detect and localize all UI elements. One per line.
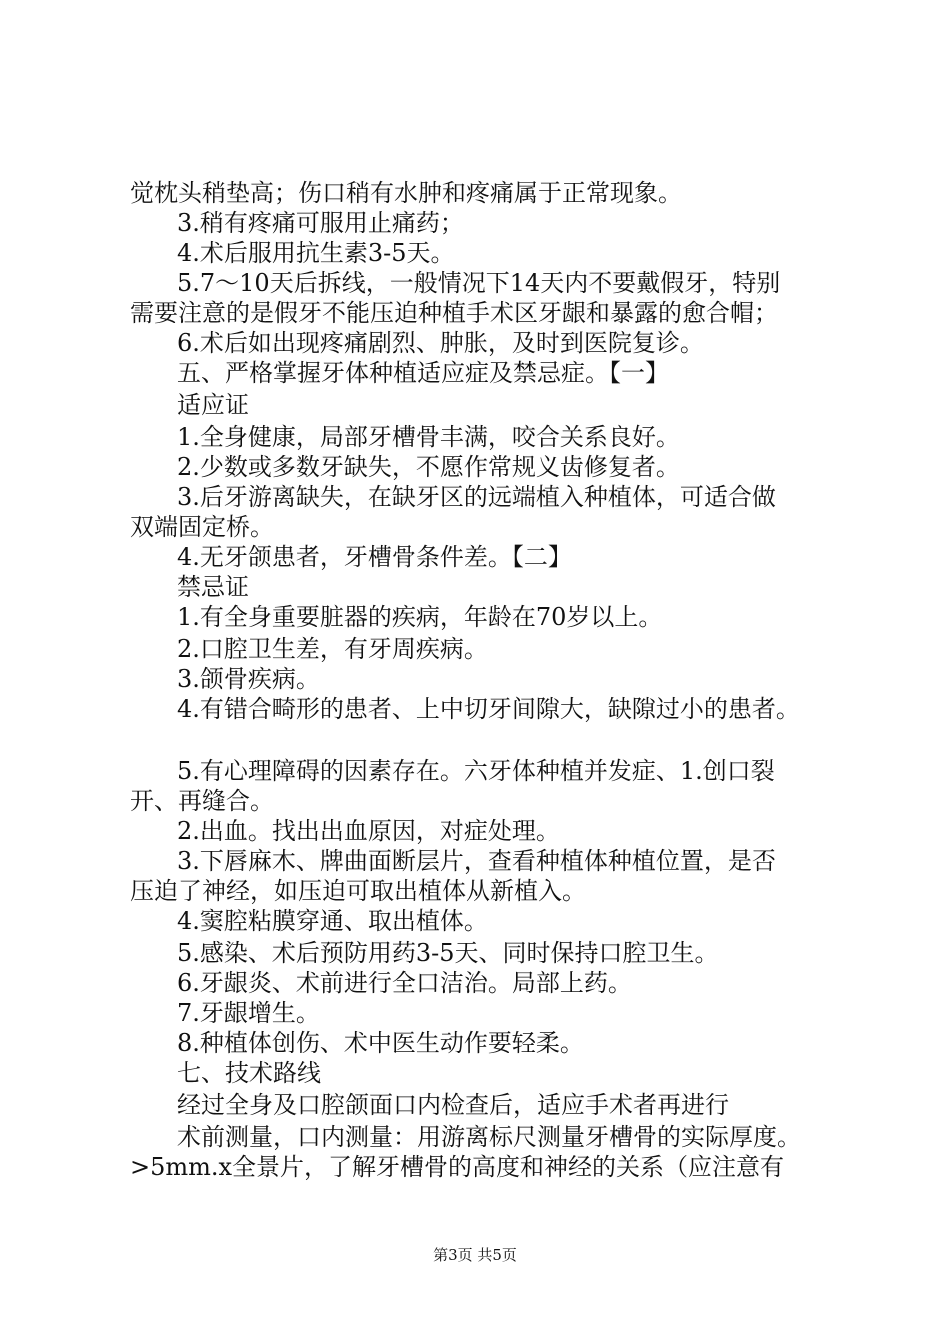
text-line: 4.窦腔粘膜穿通、取出植体。 <box>177 907 488 935</box>
text-line: 压迫了神经，如压迫可取出植体从新植入。 <box>130 877 586 905</box>
text-line: 2.少数或多数牙缺失，不愿作常规义齿修复者。 <box>177 453 680 481</box>
text-line: 3.后牙游离缺失，在缺牙区的远端植入种植体，可适合做 <box>177 483 776 511</box>
text-line: 5.7～10天后拆线，一般情况下14天内不要戴假牙，特别 <box>177 269 781 297</box>
subsection-heading: 适应证 <box>177 391 249 419</box>
text-line: 1.有全身重要脏器的疾病，年龄在70岁以上。 <box>177 603 663 631</box>
text-line: 开、再缝合。 <box>130 787 274 815</box>
text-line: 觉枕头稍垫高；伤口稍有水肿和疼痛属于正常现象。 <box>130 179 682 207</box>
text-line: 6.术后如出现疼痛剧烈、肿胀，及时到医院复诊。 <box>177 329 704 357</box>
text-line: 双端固定桥。 <box>130 513 274 541</box>
text-line: 3.颌骨疾病。 <box>177 665 320 693</box>
text-line: 2.口腔卫生差，有牙周疾病。 <box>177 635 488 663</box>
text-line: 5.感染、术后预防用药3-5天、同时保持口腔卫生。 <box>177 939 719 967</box>
text-line: >5mm.x全景片，了解牙槽骨的高度和神经的关系（应注意有 <box>130 1153 785 1181</box>
section-heading: 七、技术路线 <box>177 1059 321 1087</box>
text-line: 4.有错合畸形的患者、上中切牙间隙大，缺隙过小的患者。 <box>177 695 800 723</box>
text-line: 2.出血。找出出血原因，对症处理。 <box>177 817 560 845</box>
text-line: 7.牙龈增生。 <box>177 999 320 1027</box>
text-line: 3.下唇麻木、牌曲面断层片，查看种植体种植位置，是否 <box>177 847 776 875</box>
text-line: 术前测量，口内测量：用游离标尺测量牙槽骨的实际厚度。 <box>177 1123 801 1151</box>
text-line: 3.稍有疼痛可服用止痛药； <box>177 209 464 237</box>
section-heading: 五、严格掌握牙体种植适应症及禁忌症。【一】 <box>177 359 669 387</box>
text-line: 8.种植体创伤、术中医生动作要轻柔。 <box>177 1029 584 1057</box>
subsection-heading: 禁忌证 <box>177 573 249 601</box>
text-line: 经过全身及口腔颌面口内检查后，适应手术者再进行 <box>177 1091 729 1119</box>
text-line: 需要注意的是假牙不能压迫种植手术区牙龈和暴露的愈合帽； <box>130 299 778 327</box>
page-number: 第3页 共5页 <box>433 1246 517 1264</box>
text-line: 1.全身健康，局部牙槽骨丰满，咬合关系良好。 <box>177 423 680 451</box>
text-line: 5.有心理障碍的因素存在。六牙体种植并发症、1.创口裂 <box>177 757 775 785</box>
text-line: 4.术后服用抗生素3-5天。 <box>177 239 455 267</box>
text-line: 6.牙龈炎、术前进行全口洁治。局部上药。 <box>177 969 632 997</box>
text-line: 4.无牙颌患者，牙槽骨条件差。【二】 <box>177 543 572 571</box>
